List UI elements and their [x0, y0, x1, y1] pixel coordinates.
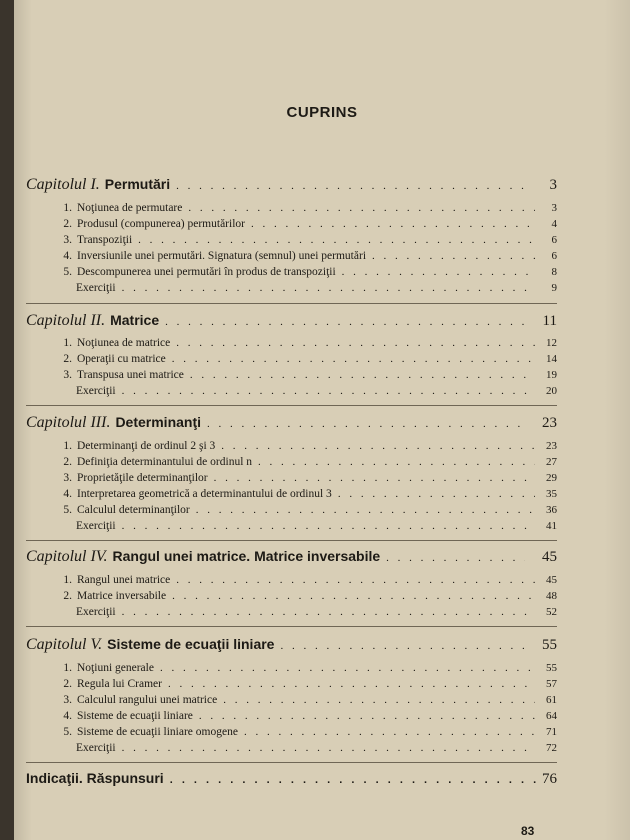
- chapter-title: Sisteme de ecuaţii liniare: [107, 636, 275, 652]
- item-number: 3.: [63, 234, 72, 246]
- item-page: 4: [551, 218, 557, 230]
- item-text: Rangul unei matrice: [77, 574, 171, 586]
- leader-dots: [244, 726, 535, 738]
- item-number: 4.: [63, 488, 72, 500]
- chapter-label: Capitolul II.: [26, 312, 106, 329]
- leader-dots: [122, 520, 535, 532]
- leader-dots: [207, 418, 525, 430]
- exercise-row: [76, 282, 557, 294]
- item-page: 71: [546, 726, 557, 738]
- item-text: Regula lui Cramer: [77, 678, 162, 690]
- chapter-3-title-row: [26, 414, 557, 432]
- leader-dots: [176, 180, 525, 192]
- chapter-label: Capitolul V.: [26, 636, 103, 653]
- page-heading: CUPRINS: [286, 104, 358, 121]
- exercise-label: Exerciţii: [76, 742, 116, 754]
- leader-dots: [342, 266, 535, 278]
- item-page: 27: [546, 456, 557, 468]
- item-number: 5.: [63, 504, 72, 516]
- item-page: 14: [546, 353, 557, 365]
- section-divider: [26, 405, 557, 406]
- leader-dots: [176, 337, 535, 349]
- toc-item: [58, 472, 557, 484]
- item-page: 35: [546, 488, 557, 500]
- toc-item: [58, 369, 557, 381]
- item-page: 8: [551, 266, 557, 278]
- item-page: 36: [546, 504, 557, 516]
- leader-dots: [199, 710, 535, 722]
- item-text: Noţiunea de matrice: [77, 337, 171, 349]
- item-number: 5.: [63, 266, 72, 278]
- answers-page: 76: [542, 771, 557, 787]
- item-page: 6: [551, 250, 557, 262]
- item-text: Noţiunea de permutare: [77, 202, 183, 214]
- item-text: Transpusa unei matrice: [77, 369, 184, 381]
- item-text: Calculul determinanţilor: [77, 504, 190, 516]
- item-page: 57: [546, 678, 557, 690]
- chapter-page: 23: [542, 415, 557, 431]
- item-text: Inversiunile unei permutări. Signatura (semnul) unei permutări: [77, 250, 367, 262]
- item-number: 3.: [63, 369, 72, 381]
- toc-item: [58, 266, 557, 278]
- item-text: Interpretarea geometrică a determinantului de ordinul 3: [77, 488, 332, 500]
- toc-item: [58, 218, 557, 230]
- toc-item: [58, 250, 557, 262]
- item-text: Produsul (compunerea) permutărilor: [77, 218, 245, 230]
- item-number: 1.: [63, 337, 72, 349]
- toc-item: [58, 678, 557, 690]
- toc-item: [58, 710, 557, 722]
- item-number: 3.: [63, 694, 72, 706]
- item-text: Transpoziţii: [77, 234, 133, 246]
- chapter-title: Permutări: [104, 176, 171, 192]
- chapter-page: 45: [542, 549, 557, 565]
- item-page: 29: [546, 472, 557, 484]
- exercise-row: [76, 742, 557, 754]
- chapter-label: Capitolul IV.: [26, 548, 108, 565]
- leader-dots: [372, 250, 535, 262]
- item-number: 2.: [63, 590, 72, 602]
- toc-item: [58, 440, 557, 452]
- item-number: 2.: [63, 678, 72, 690]
- toc-item: [58, 234, 557, 246]
- leader-dots: [386, 552, 525, 564]
- leader-dots: [168, 678, 535, 690]
- item-page: 19: [546, 369, 557, 381]
- leader-dots: [165, 316, 525, 328]
- book-page: [14, 0, 630, 840]
- toc-item: [58, 202, 557, 214]
- leader-dots: [170, 774, 536, 786]
- item-page: 61: [546, 694, 557, 706]
- leader-dots: [258, 456, 535, 468]
- chapter-label: Capitolul III.: [26, 414, 111, 431]
- exercise-row: [76, 520, 557, 532]
- item-text: Descompunerea unei permutări în produs de transpoziţii: [77, 266, 336, 278]
- section-divider: [26, 626, 557, 627]
- leader-dots: [160, 662, 535, 674]
- exercise-page: 41: [546, 520, 557, 532]
- exercise-row: [76, 606, 557, 618]
- exercise-label: Exerciţii: [76, 385, 116, 397]
- item-text: Definiţia determinantului de ordinul n: [77, 456, 253, 468]
- chapter-label: Capitolul I.: [26, 176, 100, 193]
- chapter-2-title-row: [26, 312, 557, 330]
- leader-dots: [251, 218, 535, 230]
- item-number: 1.: [63, 440, 72, 452]
- leader-dots: [190, 369, 535, 381]
- leader-dots: [122, 742, 535, 754]
- item-page: 6: [551, 234, 557, 246]
- leader-dots: [214, 472, 535, 484]
- leader-dots: [138, 234, 535, 246]
- chapter-page: 55: [542, 637, 557, 653]
- toc-item: [58, 488, 557, 500]
- item-text: Sisteme de ecuaţii liniare omogene: [77, 726, 238, 738]
- item-number: 4.: [63, 710, 72, 722]
- leader-dots: [280, 640, 525, 652]
- leader-dots: [172, 353, 535, 365]
- item-number: 1.: [63, 574, 72, 586]
- item-text: Determinanţi de ordinul 2 şi 3: [77, 440, 216, 452]
- answers-title: Indicaţii. Răspunsuri: [26, 770, 164, 786]
- chapter-title: Matrice: [110, 312, 160, 328]
- chapter-4-title-row: [26, 548, 557, 566]
- item-page: 12: [546, 337, 557, 349]
- toc-item: [58, 504, 557, 516]
- item-text: Operaţii cu matrice: [77, 353, 166, 365]
- exercise-page: 52: [546, 606, 557, 618]
- item-page: 45: [546, 574, 557, 586]
- leader-dots: [338, 488, 535, 500]
- toc-item: [58, 726, 557, 738]
- leader-dots: [122, 385, 535, 397]
- leader-dots: [122, 606, 535, 618]
- item-page: 23: [546, 440, 557, 452]
- item-number: 3.: [63, 472, 72, 484]
- exercise-label: Exerciţii: [76, 606, 116, 618]
- item-text: Matrice inversabile: [77, 590, 167, 602]
- toc-item: [58, 694, 557, 706]
- section-divider: [26, 762, 557, 763]
- leader-dots: [223, 694, 535, 706]
- item-number: 5.: [63, 726, 72, 738]
- item-page: 48: [546, 590, 557, 602]
- exercise-page: 72: [546, 742, 557, 754]
- toc-item: [58, 662, 557, 674]
- item-text: Proprietăţile determinanţilor: [77, 472, 208, 484]
- exercise-row: [76, 385, 557, 397]
- item-number: 1.: [63, 662, 72, 674]
- leader-dots: [196, 504, 535, 516]
- toc-item: [58, 574, 557, 586]
- chapter-title: Rangul unei matrice. Matrice inversabile: [112, 548, 381, 564]
- item-number: 4.: [63, 250, 72, 262]
- exercise-page: 9: [551, 282, 557, 294]
- toc-item: [58, 456, 557, 468]
- chapter-page: 11: [542, 313, 557, 329]
- exercise-label: Exerciţii: [76, 520, 116, 532]
- leader-dots: [188, 202, 535, 214]
- toc-item: [58, 337, 557, 349]
- leader-dots: [176, 574, 535, 586]
- leader-dots: [122, 282, 535, 294]
- exercise-page: 20: [546, 385, 557, 397]
- answers-title-row: [26, 770, 557, 788]
- chapter-title: Determinanţi: [115, 414, 202, 430]
- toc-item: [58, 353, 557, 365]
- item-page: 64: [546, 710, 557, 722]
- item-page: 55: [546, 662, 557, 674]
- item-text: Sisteme de ecuaţii liniare: [77, 710, 193, 722]
- toc-item: [58, 590, 557, 602]
- item-page: 3: [551, 202, 557, 214]
- page-number: 83: [521, 824, 535, 838]
- chapter-5-title-row: [26, 636, 557, 654]
- item-number: 1.: [63, 202, 72, 214]
- item-text: Noţiuni generale: [77, 662, 154, 674]
- item-number: 2.: [63, 456, 72, 468]
- chapter-1-title-row: [26, 176, 557, 194]
- leader-dots: [172, 590, 535, 602]
- item-number: 2.: [63, 218, 72, 230]
- leader-dots: [221, 440, 535, 452]
- section-divider: [26, 303, 557, 304]
- section-divider: [26, 540, 557, 541]
- item-number: 2.: [63, 353, 72, 365]
- chapter-page: 3: [549, 177, 557, 193]
- exercise-label: Exerciţii: [76, 282, 116, 294]
- item-text: Calculul rangului unei matrice: [77, 694, 218, 706]
